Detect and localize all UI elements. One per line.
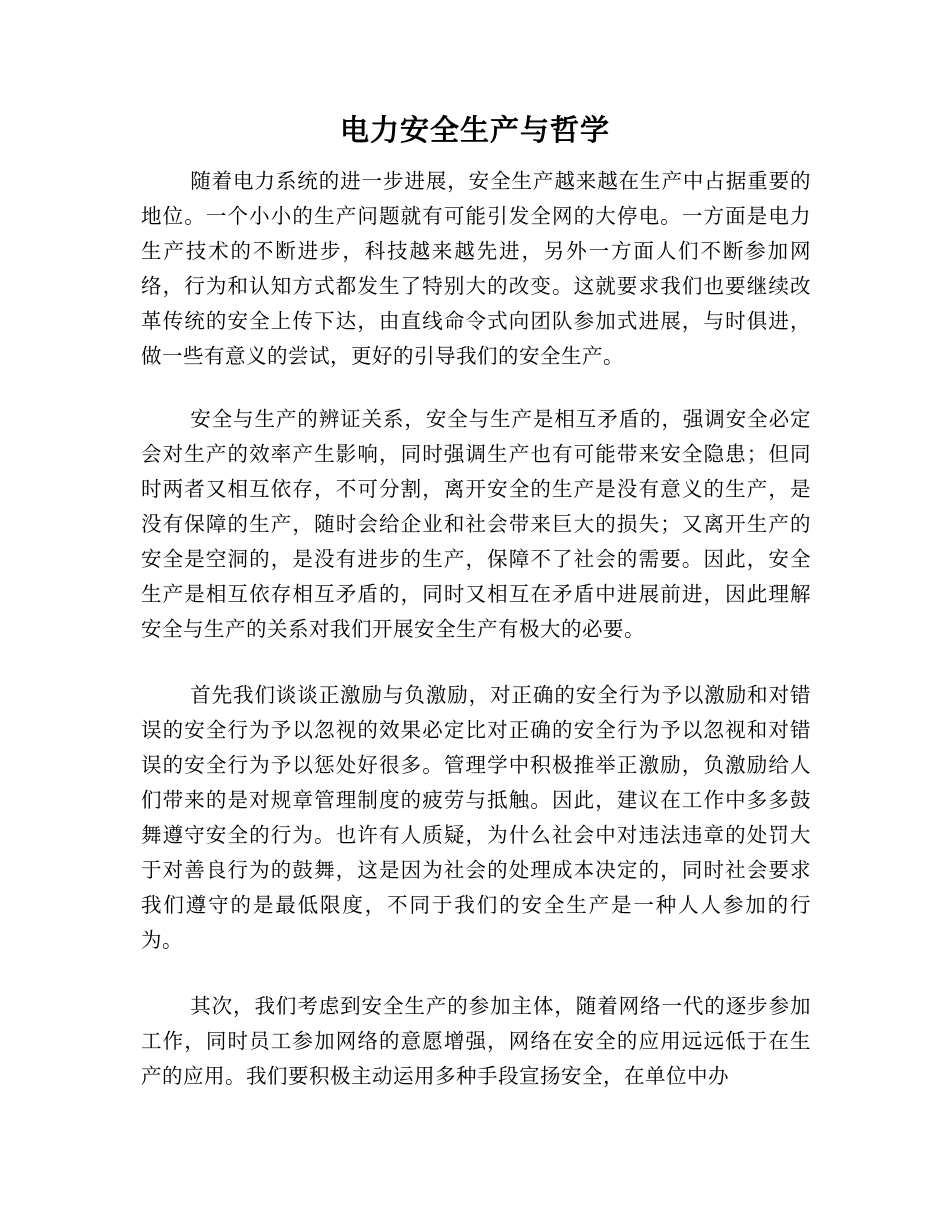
paragraph-intro: 随着电力系统的进一步进展，安全生产越来越在生产中占据重要的地位。一个小小的生产问题就有可能引发全网的大停电。一方面是电力生产技术的不断进步，科技越来越先进，另外一方面人们不断参加网络，行为和认知方式都发生了特别大的改变。这就要求我们也要继续改革传统的安全上传下达，由直线命令式向团队参加式进展，与时俱进，做一些有意义的尝试，更好的引导我们的安全生产。 bbox=[141, 169, 811, 368]
paragraph-safety-production-relation: 安全与生产的辨证关系，安全与生产是相互矛盾的，强调安全必定会对生产的效率产生影响，同时强调生产也有可能带来安全隐患；但同时两者又相互依存，不可分割，离开安全的生产是没有意义的生产，是没有保障的生产，随时会给企业和社会带来巨大的损失；又离开生产的安全是空洞的，是没有进步的生产，保障不了社会的需要。因此，安全生产是相互依存相互矛盾的，同时又相互在矛盾中进展前进，因此理解安全与生产的关系对我们开展安全生产有极大的必要。 bbox=[141, 407, 811, 641]
document-title: 电力安全生产与哲学 bbox=[339, 113, 610, 147]
paragraph-participation-subject: 其次，我们考虑到安全生产的参加主体，随着网络一代的逐步参加工作，同时员工参加网络的意愿增强，网络在安全的应用远远低于在生产的应用。我们要积极主动运用多种手段宣扬安全，在单位中办 bbox=[141, 994, 811, 1088]
paragraph-positive-negative-incentive: 首先我们谈谈正激励与负激励，对正确的安全行为予以激励和对错误的安全行为予以忽视的效果必定比对正确的安全行为予以忽视和对错误的安全行为予以惩处好很多。管理学中积极推举正激励，负激励给人们带来的是对规章管理制度的疲劳与抵触。因此，建议在工作中多多鼓舞遵守安全的行为。也许有人质疑，为什么社会中对违法违章的处罚大于对善良行为的鼓舞，这是因为社会的处理成本决定的，同时社会要求我们遵守的是最低限度，不同于我们的安全生产是一种人人参加的行为。 bbox=[141, 683, 811, 952]
